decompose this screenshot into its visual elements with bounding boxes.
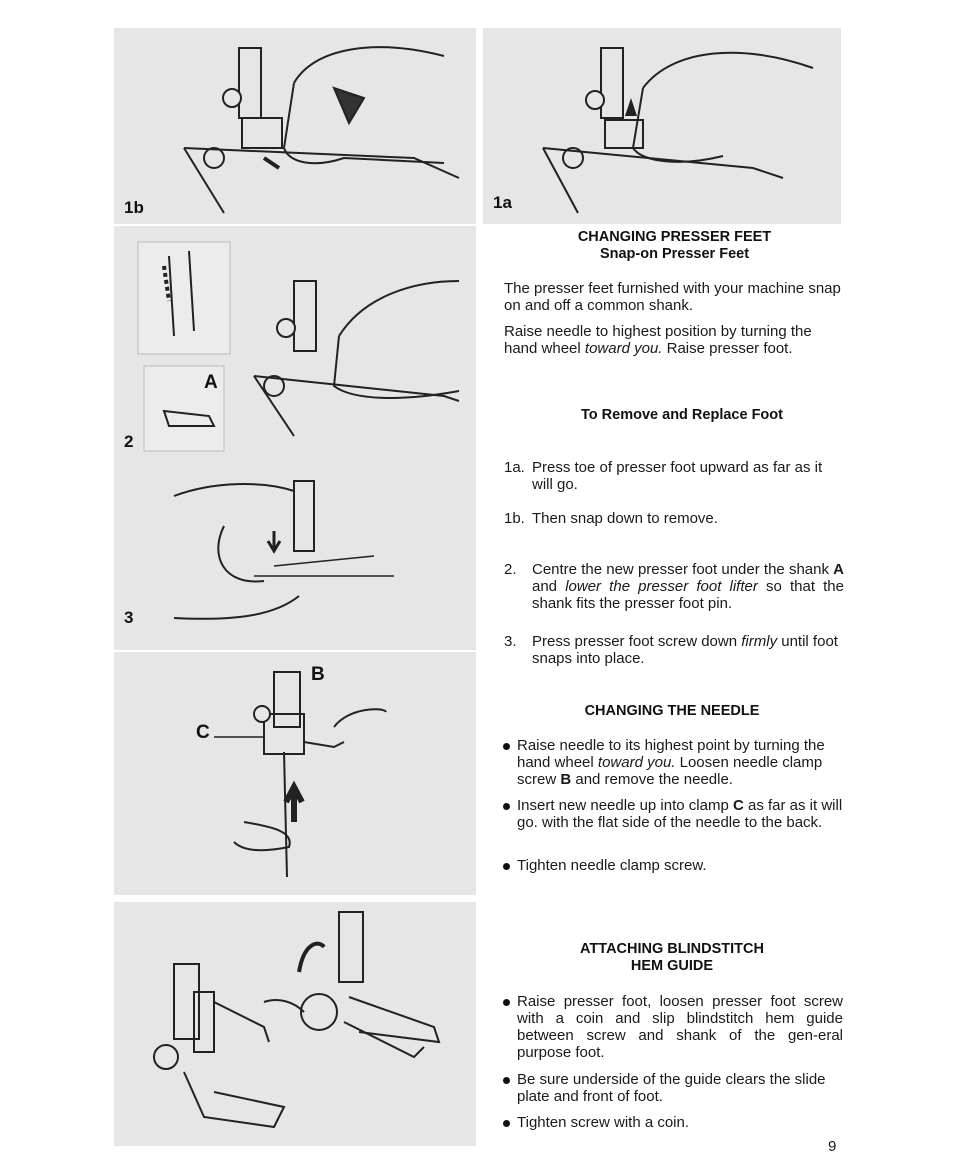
raise-needle-emphasis: toward you. bbox=[584, 340, 663, 357]
step-2-emphasis: lower the presser foot lifter bbox=[565, 578, 758, 595]
blindstitch-bullet-2 bbox=[503, 1071, 848, 1111]
step-1a-number: 1a. bbox=[504, 459, 525, 476]
blindstitch-illustration bbox=[114, 902, 476, 1146]
needle-bullet-3 bbox=[503, 857, 848, 877]
step-2-bold-a: A bbox=[833, 561, 844, 578]
step-2-text-a: Centre the new presser foot under the shank bbox=[532, 561, 834, 578]
callout-b: B bbox=[311, 664, 325, 685]
callout-a: A bbox=[204, 372, 218, 393]
needle-bullet-2-bold: C bbox=[732, 797, 744, 814]
section-title-changing-presser-feet bbox=[502, 229, 847, 263]
figure-label-2: 2 bbox=[124, 432, 134, 451]
step-2-text-c: so that the shank fits the presser foot pin. bbox=[532, 578, 844, 612]
bullet-dot bbox=[503, 999, 510, 1006]
needle-bullet-1-emphasis: toward you. bbox=[597, 754, 676, 771]
figure-2-3-illustration bbox=[114, 226, 476, 650]
figure-label-3: 3 bbox=[124, 608, 134, 627]
step-3-emphasis: firmly bbox=[741, 633, 778, 650]
needle-bullet-2-text bbox=[517, 797, 843, 831]
snap-on-presser-feet-subtitle: Snap-on Presser Feet bbox=[599, 246, 750, 262]
step-3-text-a: Press presser foot screw down bbox=[532, 633, 742, 650]
step-2 bbox=[504, 561, 849, 617]
bullet-dot bbox=[503, 1120, 510, 1127]
figure-2-3-drawing bbox=[114, 226, 476, 650]
page-number: 9 bbox=[828, 1138, 837, 1155]
step-2-number: 2. bbox=[504, 561, 517, 578]
blindstitch-title-line-1: ATTACHING BLINDSTITCH bbox=[580, 941, 764, 957]
figure-label-1a: 1a bbox=[493, 193, 512, 212]
bullet-dot bbox=[503, 1077, 510, 1084]
needle-bullet-2-text-b: as far as it will go. with the flat side of the needle to the back. bbox=[517, 797, 843, 831]
section-title-remove-replace-foot: To Remove and Replace Foot bbox=[581, 407, 783, 423]
step-1b-number: 1b. bbox=[504, 510, 525, 527]
step-1b bbox=[504, 510, 849, 530]
presser-feet-intro-text: The presser feet furnished with your machine snap on and off a common shank. bbox=[504, 280, 841, 314]
figure-1b-illustration bbox=[114, 28, 476, 224]
needle-bullet-2-text-a: Insert new needle up into clamp bbox=[517, 797, 733, 814]
raise-needle-text-a: Raise needle to highest position by turning the hand wheel bbox=[504, 323, 812, 357]
blindstitch-drawing bbox=[114, 902, 476, 1146]
section-title-changing-needle: CHANGING THE NEEDLE bbox=[584, 703, 760, 719]
needle-bullet-1-bold: B bbox=[560, 771, 572, 788]
needle-drawing bbox=[114, 652, 476, 895]
figure-1a-illustration bbox=[483, 28, 841, 224]
blindstitch-bullet-3-text: Tighten screw with a coin. bbox=[517, 1114, 690, 1131]
needle-illustration bbox=[114, 652, 476, 895]
presser-feet-intro-paragraph bbox=[504, 280, 846, 314]
needle-bullet-3-text: Tighten needle clamp screw. bbox=[517, 857, 707, 874]
step-3-number: 3. bbox=[504, 633, 517, 650]
step-2-text bbox=[532, 561, 844, 612]
blindstitch-bullet-2-text: Be sure underside of the guide clears the slide plate and front of foot. bbox=[517, 1071, 826, 1105]
figure-1a-drawing bbox=[483, 28, 841, 224]
figure-1b-drawing bbox=[114, 28, 476, 224]
changing-presser-feet-title: CHANGING PRESSER FEET bbox=[577, 229, 772, 245]
bullet-dot bbox=[503, 803, 510, 810]
step-3-text bbox=[532, 633, 844, 667]
step-3 bbox=[504, 633, 849, 673]
step-1a bbox=[504, 459, 849, 499]
needle-bullet-2 bbox=[503, 797, 848, 853]
blindstitch-bullet-1-text: Raise presser foot, loosen presser foot screw with a coin and slip blindstitch hem guide between screw and shank of the gen-eral purpose foot. bbox=[517, 993, 843, 1061]
callout-c: C bbox=[196, 722, 210, 743]
needle-bullet-1-text-a: Raise needle to its highest point by turning the hand wheel bbox=[517, 737, 825, 771]
blindstitch-bullet-3 bbox=[503, 1114, 848, 1134]
section-title-blindstitch-hem-guide bbox=[502, 941, 842, 975]
bullet-dot bbox=[503, 743, 510, 750]
step-1b-text: Then snap down to remove. bbox=[532, 510, 718, 527]
raise-needle-text-b: Raise presser foot. bbox=[662, 340, 793, 357]
raise-needle-paragraph bbox=[504, 323, 846, 357]
step-2-text-b: and bbox=[532, 578, 566, 595]
needle-bullet-1 bbox=[503, 737, 848, 793]
blindstitch-title-line-2: HEM GUIDE bbox=[630, 958, 714, 974]
needle-bullet-1-text-b: Loosen needle clamp screw bbox=[517, 754, 823, 788]
bullet-dot bbox=[503, 863, 510, 870]
step-3-text-b: until foot snaps into place. bbox=[532, 633, 838, 667]
needle-bullet-1-text-c: and remove the needle. bbox=[571, 771, 733, 788]
blindstitch-bullet-1 bbox=[503, 993, 848, 1065]
step-1a-text: Press toe of presser foot upward as far as it will go. bbox=[532, 459, 823, 493]
needle-bullet-1-text bbox=[517, 737, 843, 788]
figure-label-1b: 1b bbox=[124, 198, 144, 217]
